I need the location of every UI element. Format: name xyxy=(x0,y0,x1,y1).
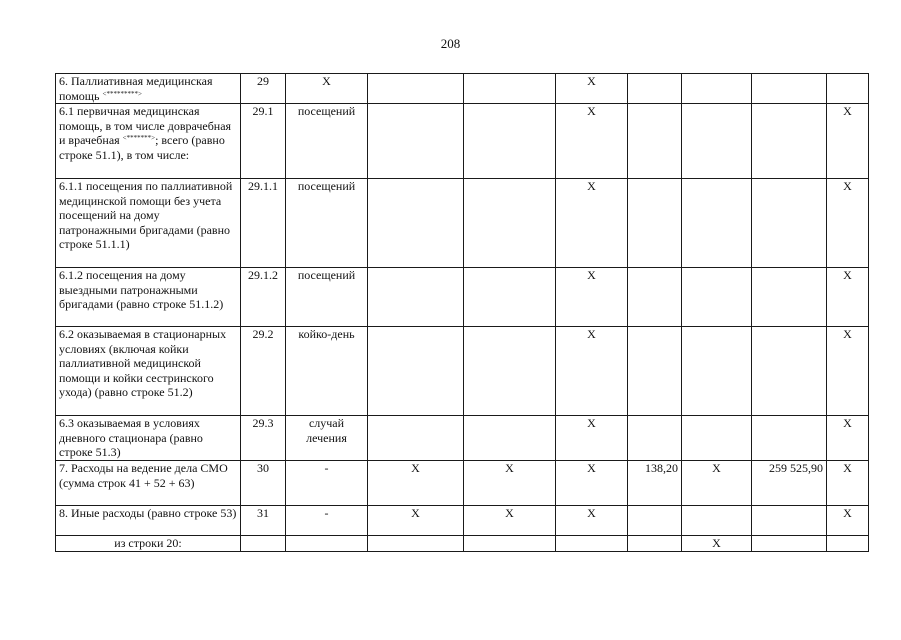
value-cell xyxy=(556,536,628,552)
value-cell xyxy=(628,506,682,536)
value-cell xyxy=(682,268,752,327)
value-cell xyxy=(628,74,682,104)
value-cell xyxy=(368,416,464,461)
value-cell xyxy=(682,74,752,104)
row-name-text: 6. Паллиативная медицинская помощь xyxy=(59,74,213,103)
value-cell xyxy=(628,268,682,327)
value-cell: X xyxy=(827,179,869,268)
value-cell xyxy=(628,104,682,179)
value-cell xyxy=(682,327,752,416)
row-number-cell xyxy=(241,536,286,552)
value-cell xyxy=(464,268,556,327)
row-number-cell: 31 xyxy=(241,506,286,536)
row-number-cell: 29.3 xyxy=(241,416,286,461)
value-cell: X xyxy=(827,461,869,506)
value-cell: 259 525,90 xyxy=(752,461,827,506)
value-cell xyxy=(752,327,827,416)
value-cell xyxy=(368,268,464,327)
value-cell xyxy=(682,506,752,536)
value-cell xyxy=(368,536,464,552)
value-cell: X xyxy=(556,416,628,461)
value-cell xyxy=(464,104,556,179)
table-row xyxy=(56,268,869,327)
row-number-cell: 29.1 xyxy=(241,104,286,179)
value-cell xyxy=(752,268,827,327)
row-name-cell: из строки 20: xyxy=(56,536,241,552)
value-cell xyxy=(464,416,556,461)
value-cell: X xyxy=(464,461,556,506)
value-cell: X xyxy=(556,104,628,179)
value-cell xyxy=(752,104,827,179)
value-cell xyxy=(752,536,827,552)
row-name-tail: ; всего (равно строке 51.1), в том числе: xyxy=(59,133,225,162)
value-cell xyxy=(682,104,752,179)
value-cell: X xyxy=(827,327,869,416)
value-cell: X xyxy=(368,506,464,536)
value-cell xyxy=(752,74,827,104)
value-cell xyxy=(752,416,827,461)
value-cell: X xyxy=(827,506,869,536)
table-row xyxy=(56,179,869,268)
unit-cell: койко-день xyxy=(286,327,368,416)
value-cell: X xyxy=(827,104,869,179)
unit-cell: случай лечения xyxy=(286,416,368,461)
value-cell xyxy=(752,179,827,268)
table-row xyxy=(56,536,869,552)
value-cell xyxy=(368,327,464,416)
row-name-cell: 7. Расходы на ведение дела СМО (сумма строк 41 + 52 + 63) xyxy=(56,461,241,506)
table-row xyxy=(56,461,869,506)
value-cell: 138,20 xyxy=(628,461,682,506)
value-cell: X xyxy=(682,536,752,552)
table-row xyxy=(56,506,869,536)
row-name-cell: 6.2 оказываемая в стационарных условиях (включая койки паллиативной медицинской помощи и койки сестринского ухода) (равно строке 51.2) xyxy=(56,327,241,416)
value-cell: X xyxy=(556,74,628,104)
value-cell xyxy=(464,327,556,416)
row-number-cell: 29.1.1 xyxy=(241,179,286,268)
value-cell: X xyxy=(556,461,628,506)
value-cell xyxy=(464,179,556,268)
value-cell: X xyxy=(827,416,869,461)
row-name-cell xyxy=(56,104,241,179)
unit-cell xyxy=(286,536,368,552)
page-number: 208 xyxy=(440,36,461,51)
row-number-cell: 30 xyxy=(241,461,286,506)
footnote-marker: <*********> xyxy=(102,89,142,98)
data-table xyxy=(55,73,869,552)
row-number-cell: 29.1.2 xyxy=(241,268,286,327)
value-cell xyxy=(682,179,752,268)
value-cell xyxy=(464,74,556,104)
table-row xyxy=(56,74,869,104)
row-number-cell: 29.2 xyxy=(241,327,286,416)
row-name-cell: 6.3 оказываемая в условиях дневного стационара (равно строке 51.3) xyxy=(56,416,241,461)
unit-cell: посещений xyxy=(286,268,368,327)
value-cell xyxy=(628,327,682,416)
row-name-cell: 8. Иные расходы (равно строке 53) xyxy=(56,506,241,536)
table-row xyxy=(56,416,869,461)
value-cell xyxy=(628,416,682,461)
value-cell: X xyxy=(556,268,628,327)
row-name-cell xyxy=(56,74,241,104)
value-cell xyxy=(827,536,869,552)
unit-cell: X xyxy=(286,74,368,104)
unit-cell: посещений xyxy=(286,179,368,268)
value-cell xyxy=(827,74,869,104)
footnote-marker: <*******> xyxy=(122,134,156,142)
value-cell xyxy=(464,536,556,552)
value-cell xyxy=(628,536,682,552)
unit-cell: посещений xyxy=(286,104,368,179)
value-cell xyxy=(368,74,464,104)
value-cell: X xyxy=(556,327,628,416)
value-cell: X xyxy=(556,179,628,268)
value-cell xyxy=(368,179,464,268)
unit-cell: - xyxy=(286,461,368,506)
value-cell xyxy=(628,179,682,268)
value-cell xyxy=(752,506,827,536)
row-name-text: 6.1 первичная медицинская помощь, в том числе доврачебная и врачебная xyxy=(59,104,232,147)
row-number-cell: 29 xyxy=(241,74,286,104)
table-row xyxy=(56,327,869,416)
row-name-cell: 6.1.2 посещения на дому выездными патронажными бригадами (равно строке 51.1.2) xyxy=(56,268,241,327)
value-cell: X xyxy=(464,506,556,536)
value-cell: X xyxy=(682,461,752,506)
unit-cell: - xyxy=(286,506,368,536)
value-cell: X xyxy=(827,268,869,327)
value-cell: X xyxy=(556,506,628,536)
value-cell xyxy=(368,104,464,179)
table-row xyxy=(56,104,869,179)
value-cell xyxy=(682,416,752,461)
value-cell: X xyxy=(368,461,464,506)
row-name-cell: 6.1.1 посещения по паллиативной медицинской помощи без учета посещений на дому патронажными бригадами (равно строке 51.1.1) xyxy=(56,179,241,268)
